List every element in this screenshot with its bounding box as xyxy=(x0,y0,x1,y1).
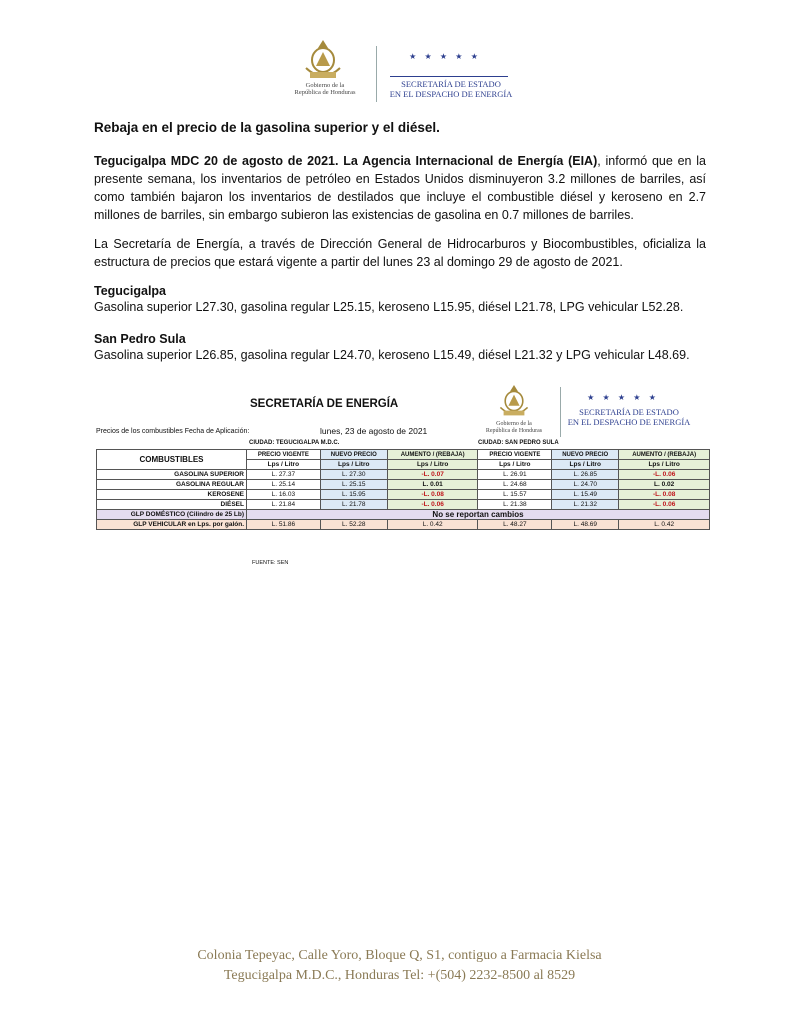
price-new: L. 21.32 xyxy=(552,500,619,510)
units-cell: Lps / Litro xyxy=(247,460,321,470)
fuel-name: DIÉSEL xyxy=(97,500,247,510)
price-change: L. 0.02 xyxy=(619,480,710,490)
secretariat-name: SECRETARÍA DE ESTADO EN EL DESPACHO DE ENERGÍA xyxy=(389,79,513,99)
table-subtitle: Precios de los combustibles Fecha de Aplicación: xyxy=(96,428,250,435)
price-change: -L. 0.06 xyxy=(619,470,710,480)
divider xyxy=(560,387,561,437)
stars-icon: ★ ★ ★ ★ ★ xyxy=(587,393,659,402)
price-new: L. 24.70 xyxy=(552,480,619,490)
divider xyxy=(390,76,508,77)
footer-address: Colonia Tepeyac, Calle Yoro, Bloque Q, S1, contiguo a Farmacia Kielsa xyxy=(197,948,602,963)
col-vigente: PRECIO VIGENTE xyxy=(478,450,552,460)
units-cell: Lps / Litro xyxy=(619,460,710,470)
price-new: L. 15.95 xyxy=(320,490,387,500)
city-heading-san-pedro-sula: San Pedro Sula xyxy=(94,332,186,346)
paragraph-intro: Tegucigalpa MDC 20 de agosto de 2021. La Agencia Internacional de Energía (EIA), informó que en la presente semana, los inventarios de petróleo en Estados Unidos disminuyeron 3.2 millones de barriles, así como también bajaron los inventarios de destilados que incluye el combustible diésel y keroseno en 2.7 millones de barriles, sin embargo subieron las existencias de gasolina en 0.7 millones de barriles. xyxy=(94,154,706,222)
table-source: FUENTE: SEN xyxy=(252,560,289,566)
price-change: -L. 0.07 xyxy=(387,470,478,480)
table-city-tegucigalpa: CIUDAD: TEGUCIGALPA M.D.C. xyxy=(249,440,340,446)
price-new: L. 27.30 xyxy=(320,470,387,480)
col-nuevo: NUEVO PRECIO xyxy=(320,450,387,460)
col-aumento: AUMENTO / (REBAJA) xyxy=(387,450,478,460)
fuel-name: GLP DOMÉSTICO (Cilindro de 25 Lb) xyxy=(97,510,247,520)
table-row xyxy=(97,500,710,510)
price-current: L. 21.84 xyxy=(247,500,321,510)
price-change: L. 0.01 xyxy=(387,480,478,490)
coat-of-arms-icon xyxy=(494,383,534,419)
price-new: L. 25.15 xyxy=(320,480,387,490)
price-change: -L. 0.08 xyxy=(387,490,478,500)
letterhead xyxy=(280,38,520,108)
price-change: -L. 0.06 xyxy=(387,500,478,510)
table-row-glp-vehicular xyxy=(97,520,710,530)
units-cell: Lps / Litro xyxy=(552,460,619,470)
footer-contact: Tegucigalpa M.D.C., Honduras Tel: +(504) 2232-8500 al 8529 xyxy=(223,968,576,983)
fuel-price-table xyxy=(96,449,710,530)
prices-tegucigalpa: Gasolina superior L27.30, gasolina regular L25.15, keroseno L15.95, diésel L21.78, LPG vehicular L52.28. xyxy=(94,300,684,314)
price-new: L. 21.78 xyxy=(320,500,387,510)
divider xyxy=(376,46,377,102)
price-change: -L. 0.06 xyxy=(619,500,710,510)
table-row xyxy=(97,490,710,500)
city-heading-tegucigalpa: Tegucigalpa xyxy=(94,284,167,298)
units-cell: Lps / Litro xyxy=(387,460,478,470)
fuel-name: GASOLINA SUPERIOR xyxy=(97,470,247,480)
table-row xyxy=(97,480,710,490)
table-title: SECRETARÍA DE ENERGÍA xyxy=(250,398,399,410)
price-change: L. 0.42 xyxy=(619,520,710,530)
col-aumento: AUMENTO / (REBAJA) xyxy=(619,450,710,460)
no-changes-note: No se reportan cambios xyxy=(247,510,710,520)
stars-icon: ★ ★ ★ ★ ★ xyxy=(409,52,481,61)
price-new: L. 52.28 xyxy=(320,520,387,530)
units-cell: Lps / Litro xyxy=(320,460,387,470)
secretariat-name: SECRETARÍA DE ESTADO EN EL DESPACHO DE ENERGÍA xyxy=(567,407,691,427)
table-row-glp-domestic xyxy=(97,510,710,520)
page-title: Rebaja en el precio de la gasolina superior y el diésel. xyxy=(94,120,440,135)
coat-of-arms-icon xyxy=(298,38,348,82)
price-current: L. 24.68 xyxy=(478,480,552,490)
price-current: L. 15.57 xyxy=(478,490,552,500)
government-label: Gobierno de la República de Honduras xyxy=(485,421,543,434)
price-new: L. 48.69 xyxy=(552,520,619,530)
prices-san-pedro-sula: Gasolina superior L26.85, gasolina regular L24.70, keroseno L15.49, diésel L21.32 y LPG vehicular L48.69. xyxy=(94,348,690,362)
government-label: Gobierno de la República de Honduras xyxy=(294,82,356,96)
price-current: L. 48.27 xyxy=(478,520,552,530)
table-date: lunes, 23 de agosto de 2021 xyxy=(320,426,428,436)
price-new: L. 15.49 xyxy=(552,490,619,500)
price-current: L. 16.03 xyxy=(247,490,321,500)
table-letterhead xyxy=(468,383,708,445)
table-row xyxy=(97,470,710,480)
units-cell: Lps / Litro xyxy=(478,460,552,470)
col-nuevo: NUEVO PRECIO xyxy=(552,450,619,460)
price-current: L. 27.37 xyxy=(247,470,321,480)
price-current: L. 25.14 xyxy=(247,480,321,490)
price-current: L. 21.38 xyxy=(478,500,552,510)
price-current: L. 51.86 xyxy=(247,520,321,530)
col-vigente: PRECIO VIGENTE xyxy=(247,450,321,460)
table-city-san-pedro-sula: CIUDAD: SAN PEDRO SULA xyxy=(478,440,559,446)
paragraph-structure: La Secretaría de Energía, a través de Dirección General de Hidrocarburos y Biocombustibles, oficializa la estructura de precios que estará vigente a partir del lunes 23 al domingo 29 de agosto de 2021. xyxy=(94,237,706,269)
fuel-name: KEROSENE xyxy=(97,490,247,500)
price-change: L. 0.42 xyxy=(387,520,478,530)
price-current: L. 26.91 xyxy=(478,470,552,480)
col-combustibles: COMBUSTIBLES xyxy=(97,450,247,470)
price-new: L. 26.85 xyxy=(552,470,619,480)
fuel-name: GASOLINA REGULAR xyxy=(97,480,247,490)
table-header-row xyxy=(97,450,710,460)
price-change: -L. 0.08 xyxy=(619,490,710,500)
fuel-name: GLP VEHICULAR en Lps. por galón. xyxy=(97,520,247,530)
